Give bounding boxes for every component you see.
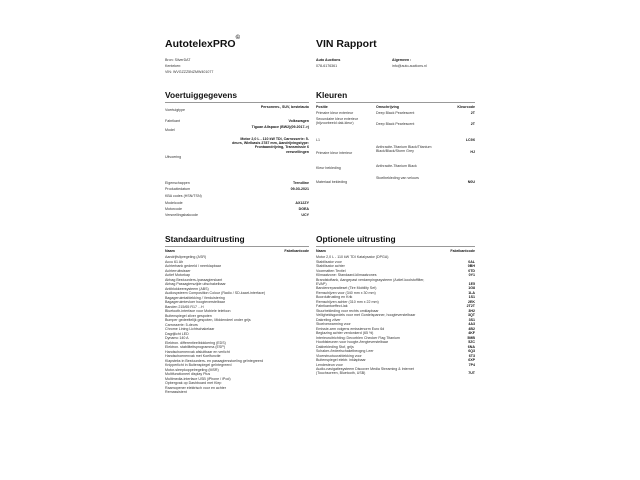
- color-position: Secundaire kleur exterieur (bijvoorbeeld dak-kleur): [316, 117, 358, 126]
- general-label: Algemeen :: [392, 58, 412, 62]
- vin-line: VIN: WVGZZZ5NZMW401077: [165, 70, 214, 74]
- vehicle-value: Trendline: [293, 181, 309, 185]
- optional-item-code: 7UT: [468, 371, 475, 376]
- colors-header-code: Kleurcode: [457, 105, 475, 109]
- standard-item: Audiosysteem Composition Colour (Radio / SD-kaart-interface): [165, 291, 266, 295]
- vehicle-label: Eigenschappen: [165, 181, 190, 185]
- optional-item-name: Klimaatzone: Standaard-klimaatzones: [316, 273, 377, 277]
- optional-item-code: 6NA: [467, 344, 475, 349]
- optional-item-name: Boordultrusting en Krik: [316, 295, 353, 300]
- optional-item-name: Stoelverwarming voor: [316, 322, 351, 327]
- optional-item-code: 0Y1: [468, 273, 475, 277]
- optional-divider: [316, 246, 475, 247]
- optional-item-name: Voormatten Textiel: [316, 268, 346, 273]
- optional-item-code: 0BH: [467, 264, 475, 268]
- standard-item: Bluetooth-interface voor Mobiele telefoon: [165, 309, 231, 313]
- optional-item-name: Veiligheidsgordels voor met Gordelspanner, hoogteverstelbaar: [316, 313, 416, 318]
- optional-item-code: 3H2: [468, 308, 475, 313]
- vehicle-label: Motorcode: [165, 207, 182, 211]
- standard-item: Actief Motorkap: [165, 273, 190, 277]
- optional-item-name: Emissie-arm volgens emissienorm Euro 6d: [316, 326, 385, 331]
- standard-header-code: Fabrikantcode: [284, 249, 309, 253]
- optional-row: [316, 278, 475, 286]
- source-line: Bron: SilverDAT: [165, 58, 191, 62]
- vehicle-label: Versnellingsbakcode: [165, 213, 198, 217]
- color-description: Deep Black Pearlescent: [376, 111, 415, 115]
- optional-item-code: 4A3: [468, 322, 475, 327]
- color-position: Primaire kleur exterieur: [316, 111, 354, 115]
- standard-item: Raamopener elektrisch voor en achter: [165, 385, 226, 390]
- color-description: Deep Black Pearlescent: [376, 122, 415, 126]
- standard-item: Accu 61 Ah: [165, 259, 184, 264]
- vehicle-value: AX12ZY: [295, 201, 309, 205]
- vehicle-value: DGEA: [298, 207, 309, 211]
- colors-divider: [316, 102, 475, 103]
- standard-item: Multifunctioneel display Plus: [165, 372, 211, 376]
- optional-item-name: Audio-navigatiesysteem Discover Media Streaming & Internet (Touchscreen, Bluetooth, USB): [316, 367, 414, 376]
- optional-item-code: 4B2: [468, 326, 475, 331]
- colors-header-position: Positie: [316, 105, 328, 109]
- standard-item: Klapsteks in Bestuurders- en passagiersstoeling geïntegreerd: [165, 358, 264, 363]
- optional-item-code: 5MB: [467, 335, 475, 340]
- optional-item-name: Motor 2,0 L - 110 kW TDI Katalysator (DPGA): [316, 255, 389, 259]
- optional-item-code: 5ZC: [468, 340, 475, 345]
- optional-item-code: 2EK: [468, 299, 475, 304]
- standard-item: Antiblokkeersysteem (ABS): [165, 286, 209, 291]
- optional-item-code: 6T3: [468, 353, 475, 358]
- optional-header-name: Naam: [316, 249, 326, 253]
- optional-item-name: Buitenspiegel elektr. inklapbaar: [316, 358, 366, 363]
- color-description: Anthracite-Titanium Black: [376, 164, 417, 168]
- optional-item-name: Dakreling zilver: [316, 317, 341, 322]
- optional-item-code: 1S1: [468, 295, 475, 300]
- vehicle-value: Tiguan Allspace (BW2)(09.2017->): [251, 125, 309, 129]
- standard-item: Chrome Lining Lichtschakelaar: [165, 327, 215, 331]
- optional-item-code: 2T2T: [466, 304, 475, 309]
- color-code: N0U: [467, 180, 475, 184]
- plate-line: Kenteken:: [165, 64, 182, 68]
- optional-item-code: 0AL: [468, 259, 475, 264]
- standard-item: Aandrijfslipregeling (ASR): [165, 255, 207, 259]
- vehicle-label: Model: [165, 128, 175, 132]
- optional-item-name: Remschijven achter (310 mm x 22 mm): [316, 299, 379, 304]
- optional-item-name: Vloerstructuurafdekking voor: [316, 353, 362, 358]
- standard-item: Buitenspiegel zilver gespoten: [165, 313, 212, 318]
- standard-item: Handschoenenvak met Koelfunctie: [165, 354, 221, 358]
- color-position: L1: [316, 138, 320, 142]
- optional-item-name: Brandstoftank, Aangepast verdampingssysteem (Actief-koolstoffilter, EVAP): [316, 277, 425, 286]
- optional-header-code: Fabrikantcode: [450, 249, 475, 253]
- optional-item-name: Schaker-/Iedeelschakelbeogng Leer: [316, 349, 374, 354]
- optional-item-code: 6XP: [468, 358, 475, 363]
- vehicle-label: KBA codes (HSN/TSN): [165, 194, 202, 198]
- optional-item-code: 6Q3: [468, 349, 475, 354]
- vehicle-label: Uitvoering: [165, 155, 182, 159]
- vehicle-label: Fabrikant: [165, 119, 180, 123]
- optional-item-code: 0TD: [468, 268, 475, 273]
- standard-item: Remassistent: [165, 390, 187, 394]
- standard-item: Banden 215/65 R17 ...H: [165, 304, 204, 309]
- color-position: Materiaal bekleding: [316, 180, 348, 184]
- standard-item: Bagageruimtafdekking / Verduistering: [165, 295, 225, 300]
- standard-item: Opbergvak op Dashboard met Klep: [165, 381, 222, 385]
- standard-item: Elektron. differentieelblokkering (EDS): [165, 340, 226, 345]
- document-page: [162, 0, 478, 480]
- vehicle-value: Personenv., SUV, bestelauto: [260, 105, 309, 109]
- standard-item: Airbag Passagierszijde uitschakelbaar: [165, 282, 226, 286]
- optional-section-title: Optionele uitrusting: [316, 234, 396, 244]
- optional-item-code: 1G8: [468, 286, 475, 291]
- optional-item-name: Fabrikantoeffect-lak: [316, 304, 348, 309]
- vehicle-label: Modelcode: [165, 201, 183, 205]
- color-position: Kleur bekleding: [316, 166, 341, 170]
- optional-item-name: Interieuruitrichting: Decorblen Checker Flag Titanium: [316, 335, 400, 340]
- vehicle-value: 09-03-2021: [290, 187, 309, 191]
- standard-header-name: Naam: [165, 249, 175, 253]
- vehicle-value: UCY: [301, 213, 309, 217]
- brand-name: AutotelexPRO: [165, 38, 236, 50]
- standard-item: Carrosserie: 5-deurs: [165, 322, 198, 327]
- color-description: Stoelbekleding van velours: [376, 176, 419, 180]
- color-code: LC9X: [465, 138, 475, 142]
- standard-item: Bumper gedeeltelijk gespoten, Middendeel onder grijs: [165, 318, 251, 322]
- standard-list: [165, 255, 269, 395]
- optional-item-code: 7P4: [468, 362, 475, 367]
- brand-mark: ©: [235, 35, 241, 41]
- standard-item: Achterbank gedeeld / neerklapbaar: [165, 264, 221, 268]
- color-position: Primaire kleur interieur: [316, 151, 353, 155]
- vehicle-divider: [165, 102, 309, 103]
- optional-item-name: Stabilisator achter: [316, 264, 345, 268]
- standard-item: Bagageruimtevloer hoogteverstelbaar: [165, 300, 225, 304]
- optional-list: [316, 255, 475, 376]
- vehicle-section-title: Voertuiggegevens: [165, 90, 237, 100]
- standard-item: Motor-sleepkoppelregeling (MSR): [165, 367, 219, 372]
- color-code: 2T: [470, 111, 475, 115]
- company-phone: 078-6176361: [316, 64, 338, 68]
- optional-item-name: Stabilisator voor: [316, 259, 342, 264]
- color-code: 2T: [470, 122, 475, 126]
- optional-item-name: Bandenreparatieset (Tire Mobility Set): [316, 286, 377, 291]
- standard-section-title: Standaarduitrusting: [165, 234, 245, 244]
- optional-item-name: Remschijven voor (340 mm x 30 mm): [316, 290, 376, 295]
- report-title: VIN Rapport: [316, 38, 377, 50]
- optional-item-code: 3S1: [468, 317, 475, 322]
- standard-item: Achterruitwisser: [165, 268, 191, 273]
- standard-divider: [165, 246, 309, 247]
- standard-item: Dagrijlicht LED: [165, 331, 189, 336]
- standard-item: Handschoenenvak afsluitbaar en verlicht: [165, 349, 230, 354]
- optional-row: [316, 367, 475, 375]
- standard-item: Dynamo 140 A: [165, 336, 189, 340]
- company-name: Auto Auctions: [316, 58, 341, 62]
- vehicle-label: Productiedatum: [165, 187, 191, 191]
- standard-item: Elektron. stabiliteitsprogramma (ESP): [165, 345, 225, 349]
- vehicle-label: Voertuigtype: [165, 108, 185, 112]
- optional-item-name: Hoofdsteunen voor hoogte-/lengteverstelbaar: [316, 340, 389, 345]
- standard-item: Knipperlicht in Buitenspiegel geïntegreerd: [165, 363, 232, 367]
- vehicle-value: Motor 2,0 L - 110 kW TDI, Carrosserie: 5-deurs, Wielbasis 2787 mm, Aandrijvingstype: Frontaandrijving, Transmissie 6 versnellingen: [232, 137, 309, 154]
- optional-item-name: Lendesteun voor: [316, 362, 343, 367]
- colors-section-title: Kleuren: [316, 90, 348, 100]
- color-code: HJ: [470, 150, 475, 154]
- optional-item-name: Beglazing achter verdonkerd (65 %): [316, 331, 374, 336]
- general-email[interactable]: info@auto-auctions.nl: [392, 64, 427, 68]
- optional-item-name: Dakbekleding Stof, grijs: [316, 344, 354, 349]
- colors-header-description: Omschrijving: [376, 105, 399, 109]
- optional-item-code: 1E5: [468, 281, 475, 286]
- brand-title: [165, 35, 241, 50]
- optional-item-code: 3QT: [468, 313, 475, 318]
- standard-item: Airbag Bestuurders-/passagierskant: [165, 277, 223, 282]
- vehicle-value: Volkswagen: [288, 119, 309, 123]
- optional-item-code: 1LA: [468, 290, 475, 295]
- optional-item-code: 4KF: [468, 331, 475, 336]
- optional-item-name: Stuurbekleding voor rechts omklapbaar: [316, 308, 379, 313]
- color-description: Anthracite-Titanium Black/Titanium Black/Black/Storm Grey: [376, 145, 432, 154]
- standard-item: Multimedia-interface USB (iPhone / iPod): [165, 376, 231, 381]
